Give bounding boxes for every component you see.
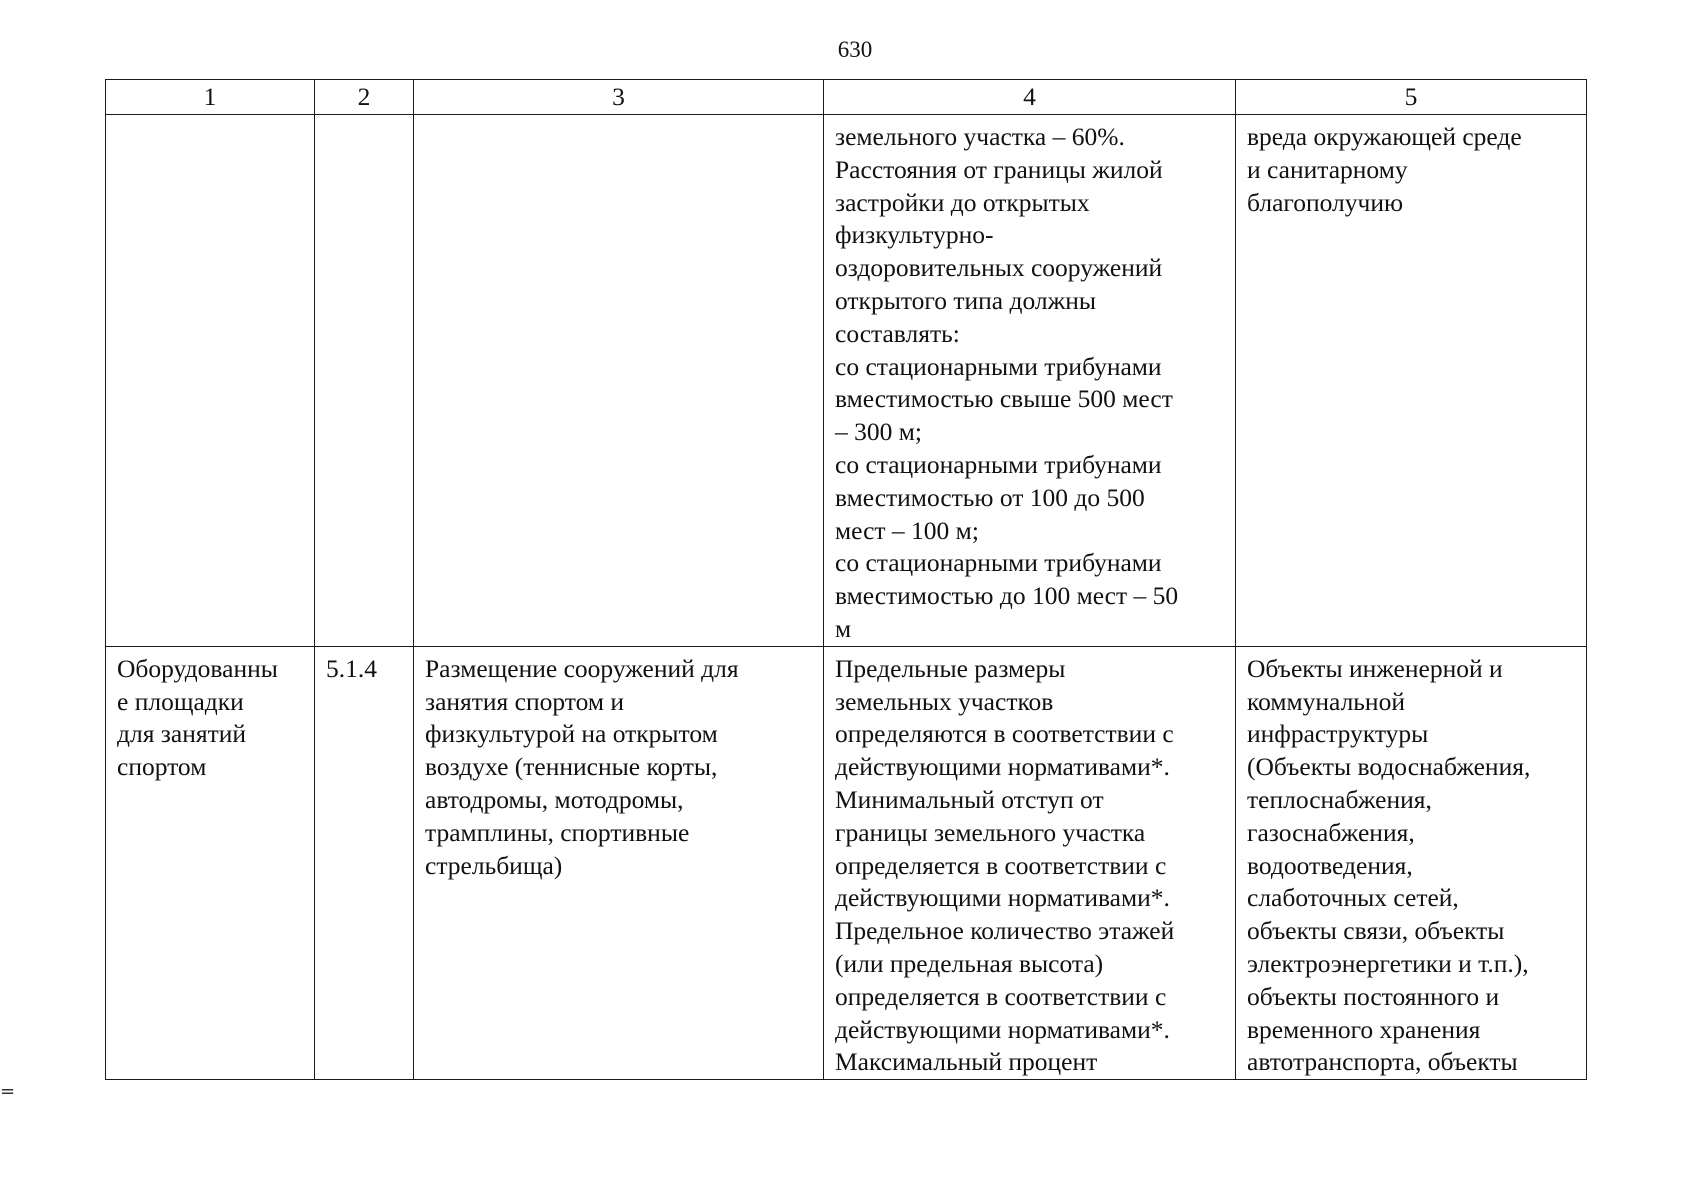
margin-mark: =: [0, 1081, 16, 1102]
cell-name: Оборудованны е площадки для занятий спортом: [106, 646, 315, 1079]
column-header-2: 2: [315, 80, 414, 115]
table-row: [106, 646, 1587, 1079]
cell-description: [414, 115, 824, 647]
cell-parameters: Предельные размеры земельных участков определяются в соответствии с действующими нормативами*. Минимальный отступ от границы земельного участка определяется в соответствии с действующими нормативами*. Предельное количество этажей (или предельная высота) определяется в соответствии с действующими нормативами*. Максимальный процент: [824, 646, 1236, 1079]
table-header-row: [106, 80, 1587, 115]
cell-parameters: земельного участка – 60%. Расстояния от границы жилой застройки до открытых физкультурно- оздоровительных сооружений открытого типа должны составлять: со стационарными трибунами вместимостью свыше 500 мест – 300 м; со стационарными трибунами вместимостью от 100 до 500 мест – 100 м; со стационарными трибунами вместимостью до 100 мест – 50 м: [824, 115, 1236, 647]
land-use-table: [105, 79, 1587, 1080]
column-header-5: 5: [1236, 80, 1587, 115]
page-number: 630: [837, 37, 873, 62]
column-header-1: 1: [106, 80, 315, 115]
cell-name: [106, 115, 315, 647]
cell-code: [315, 115, 414, 647]
cell-restrictions: Объекты инженерной и коммунальной инфраструктуры (Объекты водоснабжения, теплоснабжения, газоснабжения, водоотведения, слаботочных сетей, объекты связи, объекты электроэнергетики и т.п.), объекты постоянного и временного хранения автотранспорта, объекты: [1236, 646, 1587, 1079]
column-header-3: 3: [414, 80, 824, 115]
cell-code: 5.1.4: [315, 646, 414, 1079]
table-row: [106, 115, 1587, 647]
cell-description: Размещение сооружений для занятия спортом и физкультурой на открытом воздухе (теннисные корты, автодромы, мотодромы, трамплины, спортивные стрельбища): [414, 646, 824, 1079]
cell-restrictions: вреда окружающей среде и санитарному благополучию: [1236, 115, 1587, 647]
column-header-4: 4: [824, 80, 1236, 115]
